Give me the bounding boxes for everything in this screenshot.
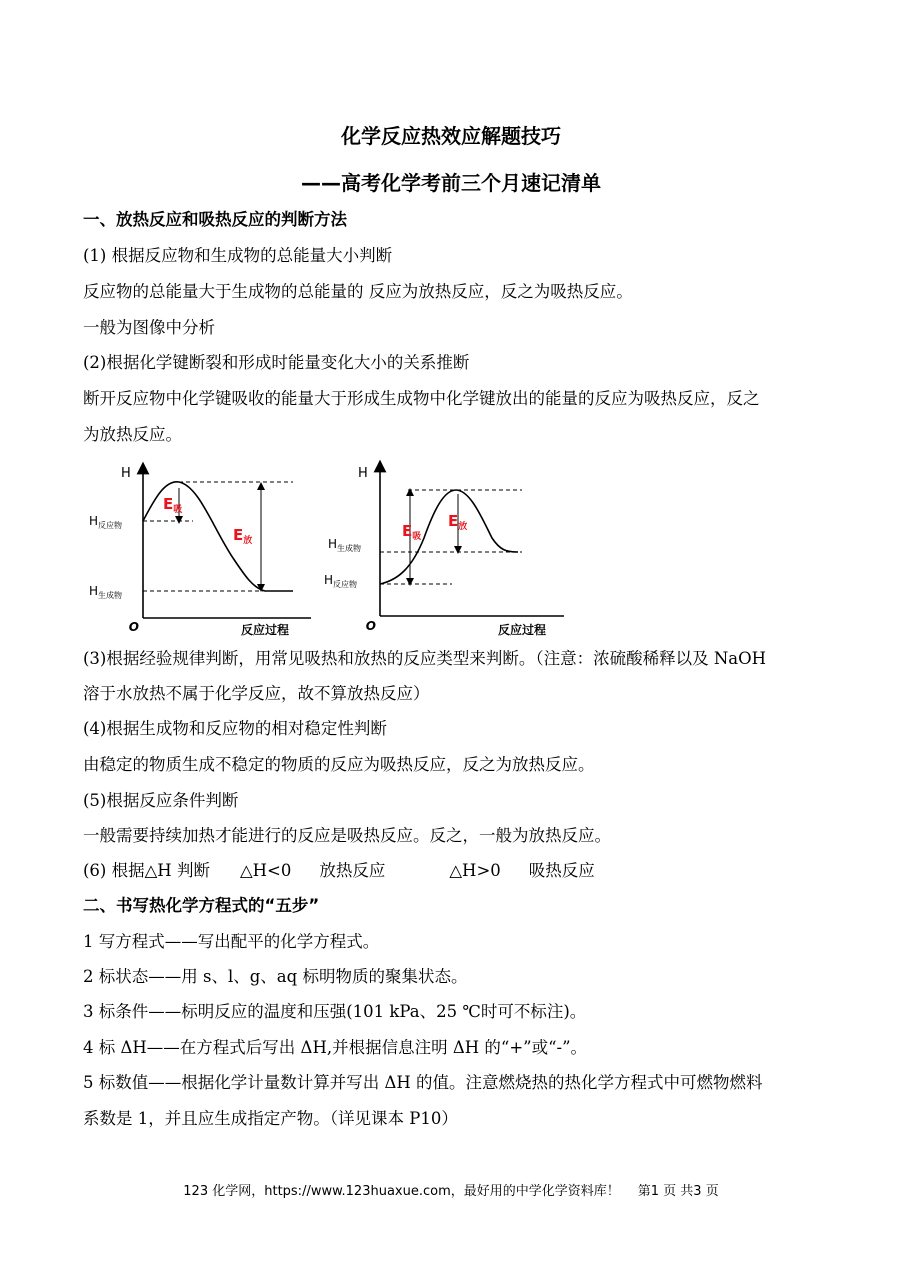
e-absorb-label: $E_吸$	[402, 522, 422, 542]
page-title: 化学反应热效应解题技巧	[341, 124, 561, 148]
h-product-label: $H_{生成物}$	[89, 584, 123, 600]
origin-label: O	[128, 620, 139, 634]
page-subtitle: ——高考化学考前三个月速记清单	[301, 171, 601, 195]
section-2-heading: 二、书写热化学方程式的“五步”	[83, 896, 320, 915]
exothermic-energy-diagram	[83, 458, 315, 638]
paragraph: (1) 根据反应物和生成物的总能量大小判断	[83, 246, 393, 265]
page-number: 第1 页 共3 页	[637, 1184, 719, 1199]
h-reactant-label: $H_{反应物}$	[89, 514, 123, 530]
page-footer	[0, 1180, 902, 1199]
e-absorb-label: $E_吸$	[163, 495, 183, 515]
paragraph: 为放热反应。	[83, 425, 182, 444]
step-item: 2 标状态——用 s、l、g、aq 标明物质的聚集状态。	[83, 967, 468, 986]
step-item: 3 标条件——标明反应的温度和压强(101 kPa、25 ℃时可不标注)。	[83, 1002, 587, 1021]
paragraph: 一般为图像中分析	[83, 318, 215, 337]
x-axis-label: 反应过程	[498, 623, 547, 637]
h-product-label: $H_{生成物}$	[328, 537, 362, 553]
endothermic-text: 吸热反应	[528, 861, 595, 880]
step-item: 4 标 ΔH——在方程式后写出 ΔH,并根据信息注明 ΔH 的“+”或“-”。	[83, 1038, 588, 1057]
paragraph: 反应物的总能量大于生成物的总能量的 反应为放热反应，反之为吸热反应。	[83, 282, 633, 301]
exothermic-text: 放热反应	[319, 861, 386, 880]
y-axis-label: H	[121, 466, 131, 481]
step-item: 1 写方程式——写出配平的化学方程式。	[83, 932, 380, 951]
paragraph: 溶于水放热不属于化学反应，故不算放热反应）	[83, 684, 430, 703]
endothermic-energy-diagram	[322, 458, 568, 640]
origin-label: O	[365, 619, 376, 633]
step-item: 5 标数值——根据化学计量数计算并写出 ΔH 的值。注意燃烧热的热化学方程式中可燃物燃料	[83, 1073, 763, 1092]
y-axis-label: H	[358, 466, 368, 481]
paragraph: (5)根据反应条件判断	[83, 791, 239, 810]
delta-h-negative: △H<0	[239, 861, 292, 880]
paragraph: 断开反应物中化学键吸收的能量大于形成生成物中化学键放出的能量的反应为吸热反应，反之	[83, 389, 760, 408]
paragraph: (3)根据经验规律判断，用常见吸热和放热的反应类型来判断。（注意：浓硫酸稀释以及 NaOH	[83, 649, 767, 668]
paragraph: (2)根据化学键断裂和形成时能量变化大小的关系推断	[83, 353, 470, 372]
section-1-heading: 一、放热反应和吸热反应的判断方法	[83, 210, 347, 229]
h-reactant-label: $H_{反应物}$	[324, 573, 358, 589]
footer-link-text[interactable]: 123 化学网，https://www.123huaxue.com，最好用的中学化学资料库！	[183, 1184, 620, 1199]
e-release-label: $E_放$	[448, 512, 468, 532]
e-release-label: $E_放$	[233, 526, 253, 546]
paragraph: (4)根据生成物和反应物的相对稳定性判断	[83, 719, 387, 738]
paragraph: 一般需要持续加热才能进行的反应是吸热反应。反之，一般为放热反应。	[83, 826, 611, 845]
delta-h-intro: (6) 根据△H 判断	[83, 861, 210, 880]
x-axis-label: 反应过程	[241, 623, 290, 637]
energy-curve	[380, 490, 518, 584]
paragraph: 由稳定的物质生成不稳定的物质的反应为吸热反应，反之为放热反应。	[83, 755, 595, 774]
delta-h-positive: △H>0	[449, 861, 501, 880]
step-item: 系数是 1，并且应生成指定产物。（详见课本 P10）	[83, 1109, 458, 1128]
delta-h-judgement-line	[83, 859, 823, 883]
